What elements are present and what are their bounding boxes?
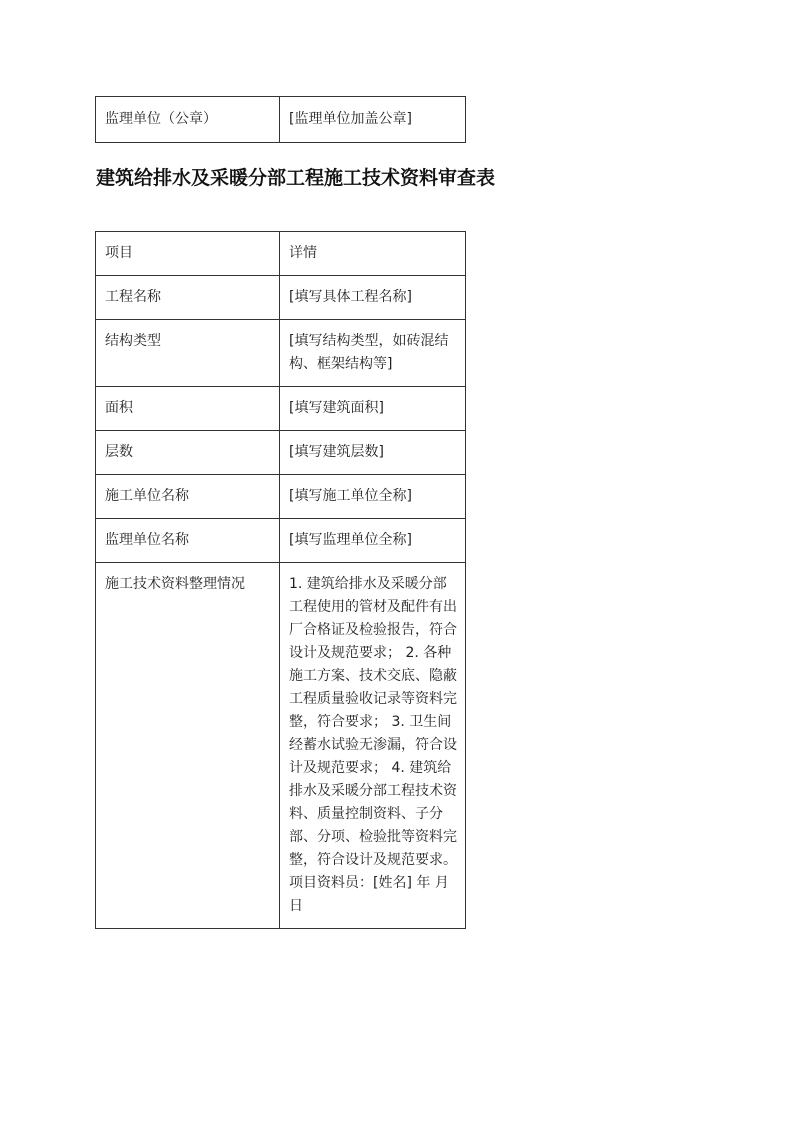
row-detail-cell: 1. 建筑给排水及采暖分部工程使用的管材及配件有出厂合格证及检验报告，符合设计及规范要求； 2. 各种施工方案、技术交底、隐蔽工程质量验收记录等资料完整，符合要求； 3. 卫生间经蓄水试验无渗漏，符合设计及规范要求； 4. 建筑给排水及采暖分部工程技术资料、质量控制资料、子分部、分项、检验批等资料完整，符合设计及规范要求。 项目资料员：[姓名] 年 月 日: [280, 563, 466, 929]
row-detail-cell: [填写具体工程名称]: [280, 276, 466, 320]
table-row: [96, 519, 466, 563]
row-item-cell: 工程名称: [96, 276, 280, 320]
review-table: [95, 231, 466, 929]
document-title: 建筑给排水及采暖分部工程施工技术资料审查表: [96, 167, 496, 189]
table-header-row: [96, 232, 466, 276]
seal-value-cell: [监理单位加盖公章]: [280, 97, 466, 143]
row-detail-cell: [填写施工单位全称]: [280, 475, 466, 519]
row-detail-cell: [填写结构类型，如砖混结构、框架结构等]: [280, 320, 466, 387]
row-item-cell: 结构类型: [96, 320, 280, 387]
row-item-cell: 面积: [96, 387, 280, 431]
row-detail-cell: [填写建筑面积]: [280, 387, 466, 431]
row-detail-cell: [填写建筑层数]: [280, 431, 466, 475]
table-row: [96, 276, 466, 320]
header-item-cell: 项目: [96, 232, 280, 276]
seal-label-cell: 监理单位（公章）: [96, 97, 280, 143]
table-row: [96, 320, 466, 387]
table-row: [96, 475, 466, 519]
row-item-cell: 监理单位名称: [96, 519, 280, 563]
row-detail-cell: [填写监理单位全称]: [280, 519, 466, 563]
seal-table: [95, 96, 466, 143]
table-row: [96, 563, 466, 929]
table-row: [96, 97, 466, 143]
row-item-cell: 层数: [96, 431, 280, 475]
table-row: [96, 387, 466, 431]
row-item-cell: 施工单位名称: [96, 475, 280, 519]
row-item-cell: 施工技术资料整理情况: [96, 563, 280, 929]
header-detail-cell: 详情: [280, 232, 466, 276]
table-row: [96, 431, 466, 475]
